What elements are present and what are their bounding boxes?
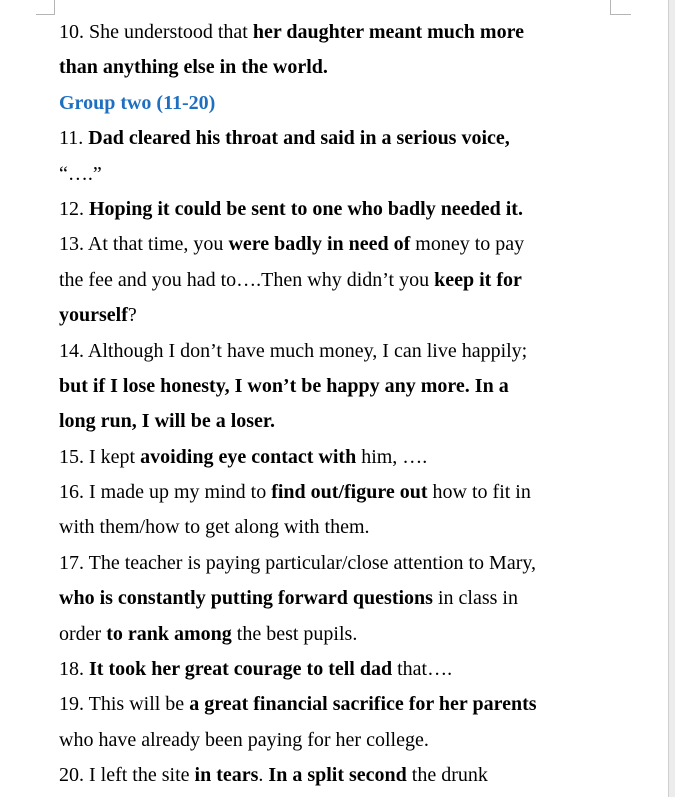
text-run: “….” (59, 162, 102, 185)
text-run: 20. I left the site (59, 764, 195, 787)
bold-text-run: to rank among (106, 622, 232, 645)
text-line (59, 617, 609, 652)
text-run: that…. (392, 658, 453, 681)
page-corner-mark-right (610, 0, 631, 15)
text-run: who have already been paying for her college. (59, 728, 429, 751)
text-run: in class in (432, 587, 518, 610)
text-run: 13. At that time, you (59, 233, 229, 256)
text-run: 18. (59, 658, 89, 681)
text-run: 19. This will be (59, 693, 190, 716)
text-line (59, 369, 609, 404)
text-line (59, 121, 609, 156)
text-run: 11. (59, 127, 89, 150)
text-run: 17. The teacher is paying particular/close attention to Mary, (59, 551, 537, 574)
text-run: 16. I made up my mind to (59, 481, 272, 504)
text-run: . (258, 764, 269, 787)
bold-text-run: In a split second (268, 764, 407, 787)
text-run: money to pay (410, 233, 525, 256)
text-line (59, 723, 609, 758)
text-line (59, 652, 609, 687)
text-line (59, 263, 609, 298)
bold-text-run: long run, I will be a loser. (59, 410, 275, 433)
text-run: the drunk (406, 764, 488, 787)
bold-text-run: avoiding eye contact with (140, 445, 357, 468)
text-line (59, 510, 609, 545)
bold-text-run: Dad cleared his throat and said in a serious voice, (88, 127, 510, 150)
bold-text-run: but if I lose honesty, I won’t be happy any more. In a (59, 374, 509, 397)
text-line (59, 687, 609, 722)
text-run: the best pupils. (231, 622, 358, 645)
text-line (59, 440, 609, 475)
text-line (59, 758, 609, 793)
bold-text-run: than anything else in the world. (59, 56, 328, 79)
bold-text-run: who is constantly putting forward questions (59, 587, 433, 610)
text-run: 12. (59, 197, 89, 220)
bold-text-run: a great financial sacrifice for her parents (189, 693, 537, 716)
text-run: the fee and you had to….Then why didn’t you (59, 268, 435, 291)
bold-text-run: find out/figure out (271, 481, 428, 504)
bold-text-run: were badly in need of (228, 233, 411, 256)
text-line (59, 475, 609, 510)
bold-text-run: in tears (194, 764, 259, 787)
text-run: ? (127, 304, 137, 327)
text-line (59, 334, 609, 369)
bold-text-run: her daughter meant much more (252, 21, 524, 43)
text-line (59, 546, 609, 581)
bold-text-run: yourself (59, 304, 128, 327)
text-run: him, …. (356, 445, 428, 468)
text-line (59, 50, 609, 85)
text-run: 15. I kept (59, 445, 141, 468)
text-line (59, 404, 609, 439)
text-line (59, 298, 609, 333)
bold-text-run: Hoping it could be sent to one who badly needed it. (89, 197, 523, 220)
bold-text-run: It took her great courage to tell dad (89, 658, 393, 681)
text-line (59, 227, 609, 262)
bold-text-run: keep it for (434, 268, 522, 291)
text-line (59, 581, 609, 616)
text-line (59, 192, 609, 227)
section-heading: Group two (11-20) (59, 91, 216, 114)
text-run: order (59, 622, 107, 645)
text-line (59, 86, 609, 121)
text-run: 10. She understood that (59, 21, 253, 43)
text-run: how to fit in (427, 481, 531, 504)
document-body (59, 15, 609, 794)
text-line (59, 157, 609, 192)
window-edge (668, 0, 675, 797)
text-run: 14. Although I don’t have much money, I can live happily; (59, 339, 528, 362)
text-line (59, 15, 609, 50)
page-corner-mark-left (36, 0, 55, 15)
text-run: with them/how to get along with them. (59, 516, 370, 539)
